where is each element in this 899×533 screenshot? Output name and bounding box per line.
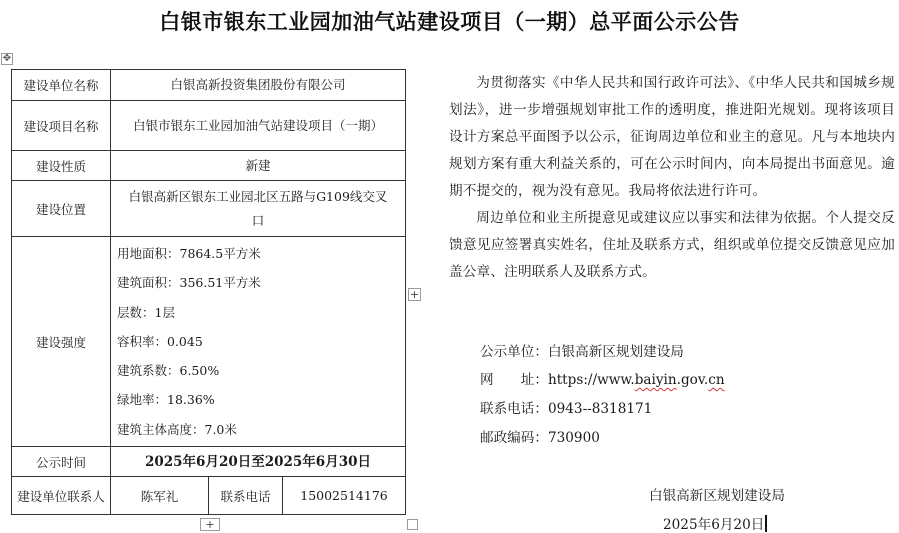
publicity-period: 2025年6月20日至2025年6月30日 (111, 447, 406, 477)
website-label: 网 址： (480, 372, 548, 388)
table-row (12, 101, 406, 151)
publisher-line: 公示单位：白银高新区规划建设局 (480, 344, 684, 360)
table-row (12, 151, 406, 181)
strength-item: 层数：1层 (117, 304, 175, 320)
website-url[interactable]: https://www.baiyin.gov.cn (547, 372, 725, 388)
table-label-cell: 建设单位名称 (12, 70, 111, 101)
table-row (12, 477, 406, 515)
strength-item: 建筑主体高度：7.0米 (117, 421, 237, 437)
strength-item: 建筑面积：356.51平方米 (117, 275, 261, 291)
notice-body (449, 70, 895, 286)
table-label-cell: 建设性质 (12, 151, 111, 181)
strength-item: 建筑系数：6.50% (117, 363, 220, 379)
table-row (12, 181, 406, 237)
table-resize-handle-icon[interactable] (407, 519, 418, 530)
postcode-line: 邮政编码：730900 (480, 430, 600, 446)
phone-line: 联系电话：0943--8318171 (480, 401, 653, 417)
notice-paragraph: 为贯彻落实《中华人民共和国行政许可法》、《中华人民共和国城乡规划法》，进一步增强规划审批工作的透明度，推进阳光规划。现将该项目设计方案总平面图予以公示，征询周边单位和业主的意见。凡与本地块内规划方案有重大利益关系的，可在公示时间内，向本局提出书面意见。逾期不提交的，视为没有意见。我局将依法进行许可。 (449, 75, 895, 199)
table-label-cell: 建设项目名称 (12, 101, 111, 151)
project-info-table (11, 69, 406, 515)
phone-label: 联系电话 (209, 477, 283, 515)
table-value-cell: 白银高新投资集团股份有限公司 (111, 70, 406, 101)
table-label-cell: 建设强度 (12, 237, 111, 447)
table-value-cell: 白银高新区银东工业园北区五路与G109线交叉口 (111, 181, 406, 237)
strength-list (111, 237, 406, 447)
add-row-icon[interactable]: + (200, 518, 220, 531)
signature-org: 白银高新区规划建设局 (649, 488, 785, 504)
table-label-cell: 建设单位联系人 (12, 477, 111, 515)
table-row (12, 70, 406, 101)
strength-item: 用地面积：7864.5平方米 (117, 246, 261, 261)
add-column-icon[interactable]: + (409, 288, 420, 301)
strength-item: 绿地率：18.36% (117, 392, 215, 408)
contact-person: 陈军礼 (111, 477, 209, 515)
website-line (480, 368, 725, 388)
signature-date: 2025年6月20日 (663, 517, 765, 533)
text-cursor (765, 515, 767, 532)
table-value-cell: 白银市银东工业园加油气站建设项目（一期） (111, 101, 406, 151)
table-label-cell: 建设位置 (12, 181, 111, 237)
table-value-cell: 新建 (111, 151, 406, 181)
table-move-handle-icon[interactable]: ✥ (2, 53, 12, 64)
table-row (12, 447, 406, 477)
signature-date-line (663, 513, 767, 533)
notice-paragraph: 周边单位和业主所提意见或建议应以事实和法律为依据。个人提交反馈意见应签署真实姓名，住址及联系方式，组织或单位提交反馈意见应加盖公章、注明联系人及联系方式。 (449, 210, 895, 280)
page-title: 白银市银东工业园加油气站建设项目（一期）总平面公示公告 (159, 10, 740, 34)
table-row (12, 237, 406, 447)
strength-item: 容积率：0.045 (117, 333, 203, 349)
table-label-cell: 公示时间 (12, 447, 111, 477)
contact-phone: 15002514176 (283, 477, 406, 515)
